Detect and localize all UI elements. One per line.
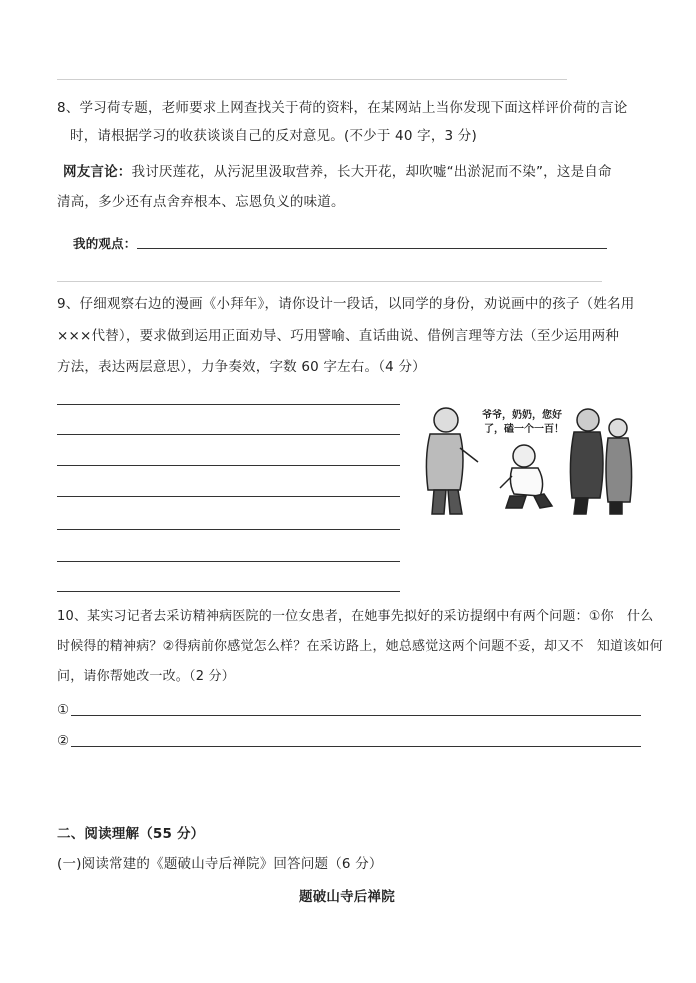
q10-answer-line-2[interactable] [71, 746, 641, 747]
q9-answer-line-6[interactable] [57, 561, 400, 562]
parents-figures [570, 409, 631, 514]
q9-answer-line-2[interactable] [57, 434, 400, 435]
divider-q9 [57, 281, 602, 282]
q9-line3: 方法，表达两层意思），力争奏效，字数 60 字左右。（4 分） [57, 359, 426, 375]
section2-sub: (一)阅读常建的《题破山寺后禅院》回答问题（6 分） [57, 856, 383, 872]
q8-comment-line2: 清高，多少还有点舍弃根本、忘恩负义的味道。 [57, 194, 345, 210]
q9-answer-line-3[interactable] [57, 465, 400, 466]
q9-answer-line-5[interactable] [57, 529, 400, 530]
q8-opinion-label: 我的观点： [73, 236, 137, 251]
top-divider [57, 79, 567, 80]
child-figure [500, 445, 552, 508]
poem-title: 题破山寺后禅院 [299, 889, 395, 905]
q9-answer-line-7[interactable] [57, 591, 400, 592]
q8-answer-line[interactable] [137, 248, 607, 249]
q8-comment-label: 网友言论： [63, 164, 132, 180]
q10-answer-line-1[interactable] [71, 715, 641, 716]
q10-line2: 时候得的精神病？②得病前你感觉怎么样？在采访路上，她总感觉这两个问题不妥，却又不 知道该如何 [57, 639, 663, 654]
q9-answer-line-1[interactable] [57, 404, 400, 405]
section2-heading: 二、阅读理解（55 分） [57, 826, 205, 842]
q10-mark-1: ① [57, 702, 70, 718]
q9-answer-line-4[interactable] [57, 496, 400, 497]
q10-line1: 10、某实习记者去采访精神病医院的一位女患者，在她事先拟好的采访提纲中有两个问题：①你 什么 [57, 609, 654, 624]
cartoon-caption-2: 了，磕一个一百！ [484, 424, 564, 435]
cartoon-caption-1: 爷爷，奶奶，您好 [482, 410, 562, 421]
q8-comment-text1: 我讨厌莲花，从污泥里汲取营养，长大开花，却吹嘘“出淤泥而不染”，这是自命 [131, 164, 612, 180]
q8-line1: 8、学习荷专题，老师要求上网查找关于荷的资料，在某网站上当你发现下面这样评价荷的言论 [57, 100, 628, 116]
q9-line1: 9、仔细观察右边的漫画《小拜年》，请你设计一段话，以同学的身份，劝说画中的孩子（姓名用 [57, 296, 635, 312]
q8-comment-line1 [63, 162, 612, 182]
q10-line3: 问，请你帮她改一改。（2 分） [57, 669, 235, 684]
cartoon-image [416, 398, 638, 518]
q9-line2: ×××代替），要求做到运用正面劝导、巧用譬喻、直话曲说、借例言理等方法（至少运用两种 [57, 328, 620, 344]
q8-line2: 时，请根据学习的收获谈谈自己的反对意见。(不少于 40 字，3 分) [70, 128, 477, 144]
q10-mark-2: ② [57, 733, 70, 749]
grandfather-figure [426, 408, 478, 514]
